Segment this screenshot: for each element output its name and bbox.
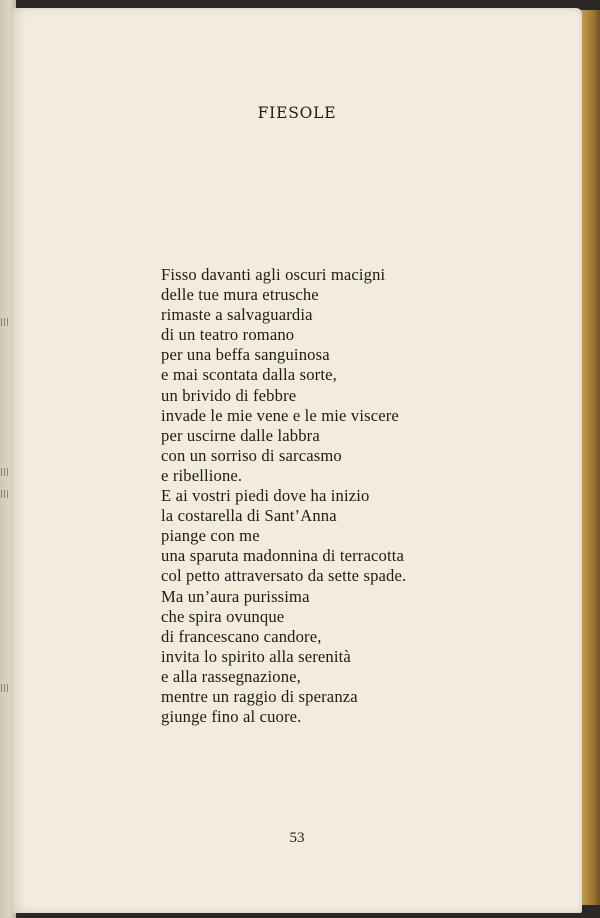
- page-number: 53: [289, 830, 305, 846]
- poem-body: [161, 265, 406, 727]
- poem-line: rimaste a salvaguardia: [161, 305, 313, 325]
- poem-line: e alla rassegnazione,: [161, 666, 301, 686]
- poem-title: FIESOLE: [257, 104, 337, 122]
- poem-line: di francescano candore,: [161, 626, 322, 646]
- bleed-through-mark: [1, 468, 10, 476]
- poem-line: e ribellione.: [161, 465, 243, 485]
- poem-line: delle tue mura etrusche: [161, 285, 319, 305]
- poem-line: giunge fino al cuore.: [161, 707, 302, 727]
- poem-line: piange con me: [161, 526, 260, 546]
- poem-line: mentre un raggio di speranza: [161, 686, 358, 706]
- bleed-through-mark: [1, 318, 10, 326]
- poem-line: e mai scontata dalla sorte,: [161, 365, 337, 385]
- poem-line: invade le mie vene e le mie viscere: [161, 405, 399, 425]
- book-page: [12, 8, 582, 913]
- poem-line: con un sorriso di sarcasmo: [161, 445, 342, 465]
- poem-line: E ai vostri piedi dove ha inizio: [161, 486, 370, 506]
- poem-line: un brivido di febbre: [161, 385, 297, 405]
- bleed-through-mark: [1, 684, 10, 692]
- poem-line: di un teatro romano: [161, 325, 295, 345]
- book-page-edges: [580, 10, 600, 905]
- bleed-through-mark: [1, 490, 10, 498]
- poem-line: una sparuta madonnina di terracotta: [161, 546, 404, 566]
- poem-line: per una beffa sanguinosa: [161, 345, 330, 365]
- poem-line: per uscirne dalle labbra: [161, 425, 320, 445]
- poem-line: invita lo spirito alla serenità: [161, 646, 351, 666]
- poem-line: col petto attraversato da sette spade.: [161, 566, 407, 586]
- poem-line: Fisso davanti agli oscuri macigni: [161, 265, 386, 284]
- poem-line: Ma un’aura purissima: [161, 586, 310, 606]
- poem-line: che spira ovunque: [161, 606, 285, 626]
- poem-line: la costarella di Sant’Anna: [161, 506, 337, 526]
